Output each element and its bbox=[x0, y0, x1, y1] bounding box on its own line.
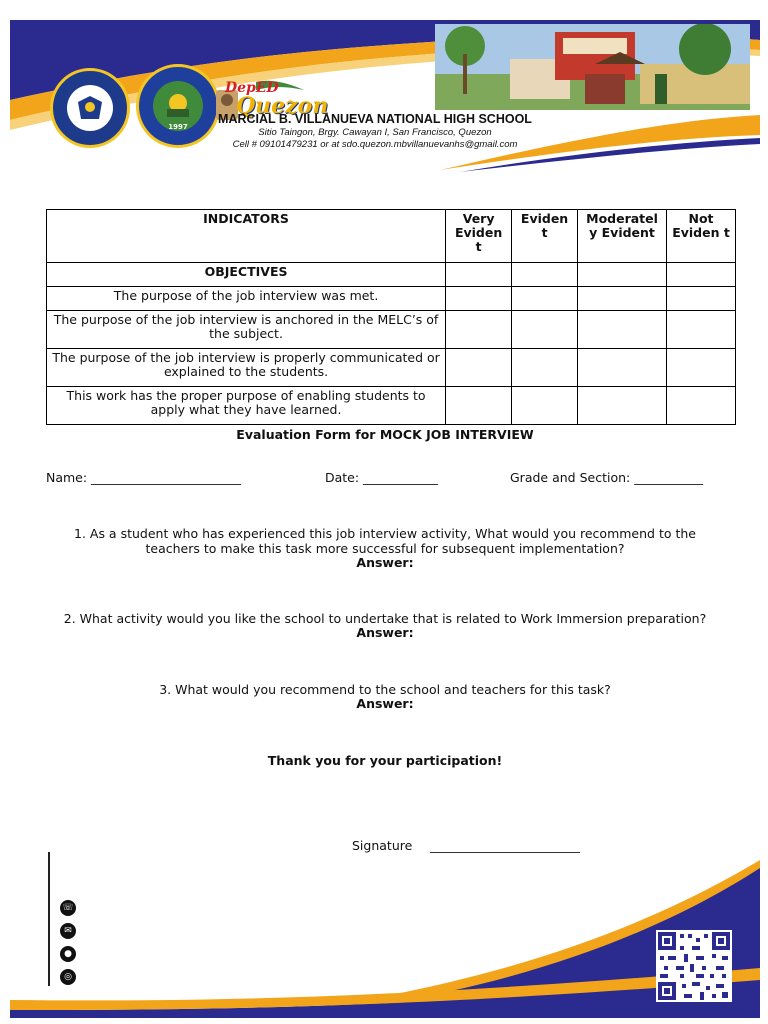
header-moderately-evident: Moderatel y Evident bbox=[578, 210, 667, 263]
rating-cell[interactable] bbox=[446, 311, 512, 349]
rating-cell[interactable] bbox=[512, 263, 578, 287]
question-1-line-2: teachers to make this task more successful for subsequent implementation? bbox=[145, 541, 625, 556]
grade-section-field[interactable]: Grade and Section: ___________ bbox=[510, 470, 703, 485]
location-icon: ● bbox=[60, 946, 76, 962]
rating-cell[interactable] bbox=[512, 287, 578, 311]
school-photo bbox=[435, 24, 750, 110]
rating-cell[interactable] bbox=[578, 287, 667, 311]
table-row bbox=[47, 287, 736, 311]
table-row bbox=[47, 311, 736, 349]
table-row bbox=[47, 349, 736, 387]
rating-cell[interactable] bbox=[578, 387, 667, 425]
form-title: Evaluation Form for MOCK JOB INTERVIEW bbox=[236, 427, 534, 442]
indicator-text: The purpose of the job interview was met. bbox=[47, 287, 446, 311]
qr-code bbox=[656, 930, 732, 1002]
thank-you-message: Thank you for your participation! bbox=[267, 753, 503, 768]
header-not-evident: Not Eviden t bbox=[667, 210, 736, 263]
name-field[interactable]: Name: ________________________ bbox=[46, 470, 242, 485]
question-2: 2. What activity would you like the school to undertake that is related to Work Immersion preparation? bbox=[63, 611, 707, 626]
rating-cell[interactable] bbox=[512, 349, 578, 387]
school-seal bbox=[136, 64, 220, 148]
question-1-line-1: 1. As a student who has experienced this job interview activity, What would you recommend to the bbox=[74, 526, 696, 541]
deped-label: DepED bbox=[225, 80, 279, 96]
school-name: MARCIAL B. VILLANUEVA NATIONAL HIGH SCHOOL bbox=[218, 112, 532, 126]
indicator-text: This work has the proper purpose of enabling students to apply what they have learned. bbox=[47, 387, 446, 425]
header-evident: Eviden t bbox=[512, 210, 578, 263]
rating-cell[interactable] bbox=[578, 263, 667, 287]
table-row bbox=[47, 263, 736, 287]
web-icon: ◎ bbox=[60, 969, 76, 985]
rating-cell[interactable] bbox=[667, 263, 736, 287]
phone-icon: ☏ bbox=[60, 900, 76, 916]
date-field[interactable]: Date: ____________ bbox=[325, 470, 439, 485]
indicator-text: The purpose of the job interview is anchored in the MELC’s of the subject. bbox=[47, 311, 446, 349]
signature-line[interactable]: ________________________ bbox=[430, 838, 580, 853]
rating-cell[interactable] bbox=[667, 387, 736, 425]
rating-cell[interactable] bbox=[446, 349, 512, 387]
seal-year: 1997 bbox=[168, 123, 188, 131]
rating-cell[interactable] bbox=[446, 387, 512, 425]
rating-cell[interactable] bbox=[667, 311, 736, 349]
question-3: 3. What would you recommend to the school and teachers for this task? bbox=[159, 682, 611, 697]
signature-label: Signature bbox=[352, 838, 413, 853]
rating-cell[interactable] bbox=[667, 287, 736, 311]
section-objectives: OBJECTIVES bbox=[47, 263, 446, 287]
rating-cell[interactable] bbox=[512, 387, 578, 425]
indicators-table bbox=[46, 209, 736, 425]
indicator-text: The purpose of the job interview is properly communicated or explained to the students. bbox=[47, 349, 446, 387]
footer-banner bbox=[10, 860, 760, 1018]
rating-cell[interactable] bbox=[512, 311, 578, 349]
rating-cell[interactable] bbox=[446, 263, 512, 287]
quezon-label: Quezon bbox=[236, 93, 329, 119]
rating-cell[interactable] bbox=[667, 349, 736, 387]
footer-divider bbox=[48, 852, 50, 986]
header-indicators: INDICATORS bbox=[47, 210, 446, 263]
rating-cell[interactable] bbox=[578, 311, 667, 349]
school-contact: Cell # 09101479231 or at sdo.quezon.mbvillanuevanhs@gmail.com bbox=[232, 139, 518, 150]
rating-cell[interactable] bbox=[446, 287, 512, 311]
answer-1-label: Answer: bbox=[356, 555, 414, 570]
header-very-evident: Very Eviden t bbox=[446, 210, 512, 263]
school-address: Sitio Taingon, Brgy. Cawayan I, San Francisco, Quezon bbox=[258, 127, 492, 138]
answer-2-label: Answer: bbox=[356, 625, 414, 640]
rating-cell[interactable] bbox=[578, 349, 667, 387]
answer-3-label: Answer: bbox=[356, 696, 414, 711]
table-row bbox=[47, 387, 736, 425]
mail-icon: ✉ bbox=[60, 923, 76, 939]
document-page bbox=[10, 20, 760, 1018]
table-header-row bbox=[47, 210, 736, 263]
deped-seal bbox=[50, 68, 130, 148]
